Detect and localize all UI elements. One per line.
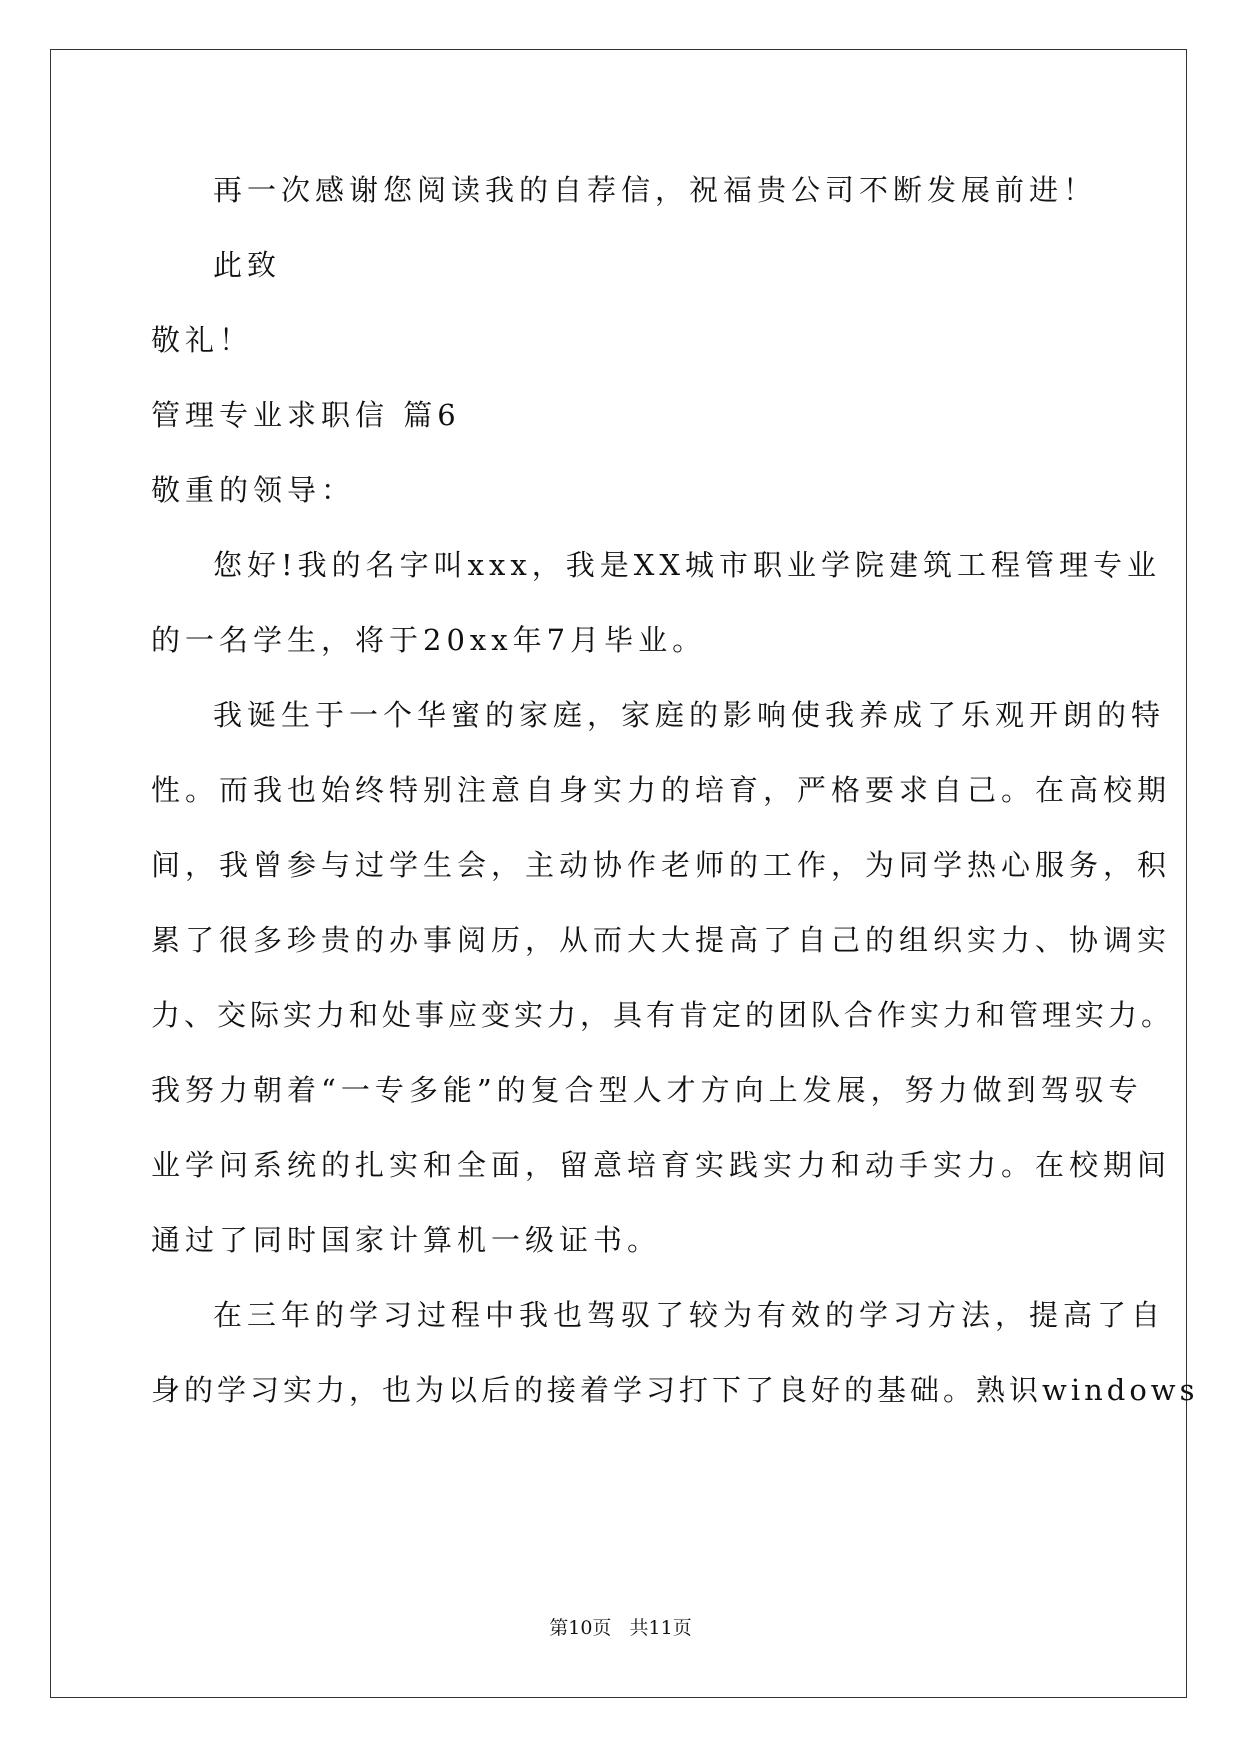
body-line: 的一名学生，将于20xx年7月毕业。 bbox=[151, 623, 707, 657]
greeting-line: 敬重的领导： bbox=[151, 473, 356, 507]
body-line: 通过了同时国家计算机一级证书。 bbox=[151, 1223, 662, 1257]
body-line: 业学问系统的扎实和全面，留意培育实践实力和动手实力。在校期间 bbox=[151, 1148, 1172, 1182]
body-line: 身的学习实力，也为以后的接着学习打下了良好的基础。熟识windows bbox=[151, 1373, 1199, 1407]
body-line: 性。而我也始终特别注意自身实力的培育，严格要求自己。在高校期 bbox=[151, 773, 1172, 807]
body-line: 间，我曾参与过学生会，主动协作老师的工作，为同学热心服务，积 bbox=[151, 848, 1172, 882]
closing-thanks-line: 再一次感谢您阅读我的自荐信，祝福贵公司不断发展前进！ bbox=[213, 173, 1098, 207]
salutation-cizhi: 此致 bbox=[213, 248, 282, 282]
body-line: 我努力朝着“一专多能”的复合型人才方向上发展，努力做到驾驭专 bbox=[151, 1073, 1143, 1107]
salutation-jingli: 敬礼！ bbox=[151, 323, 254, 357]
body-line: 在三年的学习过程中我也驾驭了较为有效的学习方法，提高了自 bbox=[213, 1298, 1166, 1332]
body-line: 累了很多珍贵的办事阅历，从而大大提高了自己的组织实力、协调实 bbox=[151, 923, 1172, 957]
section-heading: 管理专业求职信 篇6 bbox=[151, 398, 461, 432]
page-number-footer: 第10页 共11页 bbox=[549, 1617, 692, 1639]
body-line: 我诞生于一个华蜜的家庭，家庭的影响使我养成了乐观开朗的特 bbox=[213, 698, 1166, 732]
body-line: 您好!我的名字叫xxx，我是XX城市职业学院建筑工程管理专业 bbox=[213, 548, 1162, 582]
body-line: 力、交际实力和处事应变实力，具有肯定的团队合作实力和管理实力。 bbox=[151, 998, 1175, 1032]
